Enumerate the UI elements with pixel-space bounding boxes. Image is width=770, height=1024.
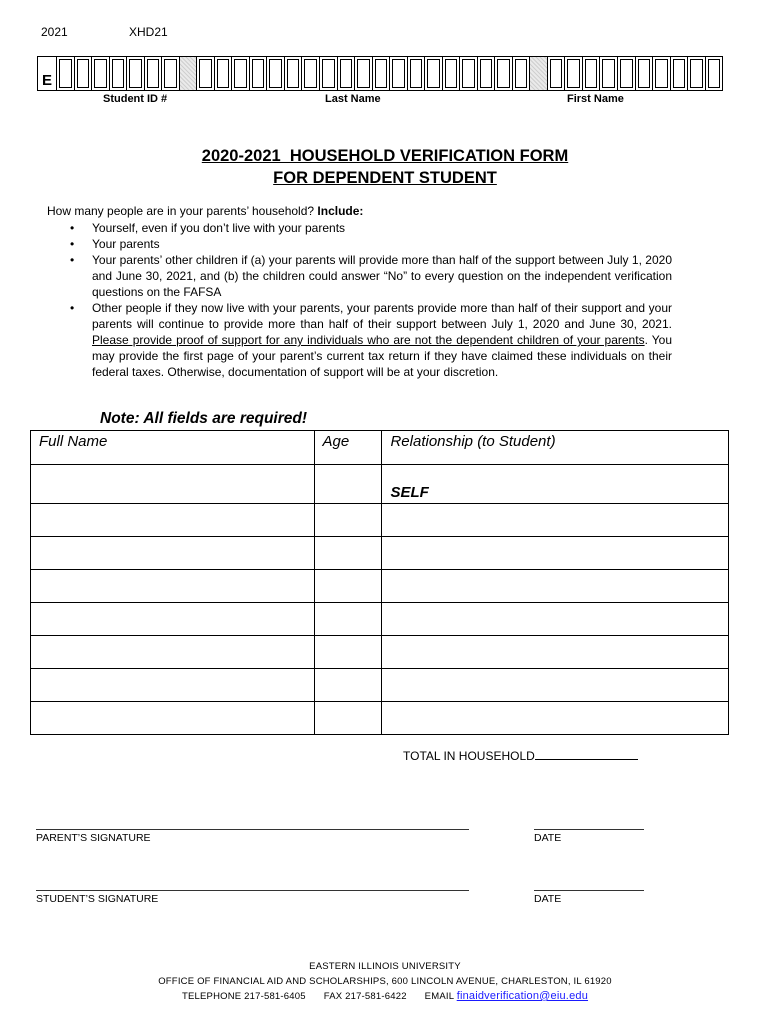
full-name-cell[interactable] bbox=[31, 537, 315, 570]
last-name-box[interactable] bbox=[373, 57, 391, 90]
full-name-cell[interactable] bbox=[31, 465, 315, 504]
last-name-box[interactable] bbox=[460, 57, 478, 90]
last-name-box[interactable] bbox=[355, 57, 373, 90]
relationship-cell: SELF bbox=[382, 465, 729, 504]
list-item-text: . You may provide the first page of your parent’s current tax return if they have claimed these individuals on their federal taxes. Otherwise, documentation of support will be at your discretion. bbox=[92, 333, 673, 379]
student-id-box[interactable] bbox=[75, 57, 93, 90]
question-text: How many people are in your parents’ household? bbox=[47, 204, 315, 218]
full-name-cell[interactable] bbox=[31, 504, 315, 537]
table-row bbox=[31, 537, 729, 570]
form-title bbox=[0, 145, 770, 189]
age-cell[interactable] bbox=[314, 702, 382, 735]
student-signature-label: STUDENT’S SIGNATURE bbox=[36, 893, 159, 905]
first-name-box[interactable] bbox=[636, 57, 654, 90]
student-signature-line[interactable] bbox=[36, 890, 469, 891]
last-name-box[interactable] bbox=[338, 57, 356, 90]
fax: FAX 217-581-6422 bbox=[323, 991, 407, 1002]
parent-signature-label: PARENT’S SIGNATURE bbox=[36, 832, 151, 844]
last-name-box[interactable] bbox=[408, 57, 426, 90]
id-prefix: E bbox=[38, 57, 57, 90]
last-name-box[interactable] bbox=[215, 57, 233, 90]
student-id-box[interactable] bbox=[145, 57, 163, 90]
include-label: Include: bbox=[317, 204, 364, 218]
student-id-box[interactable] bbox=[57, 57, 75, 90]
age-header: Age bbox=[314, 431, 382, 465]
first-name-box[interactable] bbox=[583, 57, 601, 90]
household-question bbox=[47, 203, 672, 219]
parent-signature-line[interactable] bbox=[36, 829, 469, 830]
last-name-box[interactable] bbox=[197, 57, 215, 90]
total-input-line[interactable] bbox=[535, 749, 638, 760]
include-list bbox=[47, 220, 672, 380]
age-cell[interactable] bbox=[314, 504, 382, 537]
form-title-line2: FOR DEPENDENT STUDENT bbox=[273, 169, 497, 187]
relationship-cell[interactable] bbox=[382, 504, 729, 537]
proof-of-support-notice: Please provide proof of support for any individuals who are not the dependent children of your parents bbox=[92, 333, 645, 347]
form-header-codes bbox=[41, 25, 168, 39]
full-name-cell[interactable] bbox=[31, 669, 315, 702]
list-item bbox=[47, 236, 672, 252]
total-label: TOTAL IN HOUSEHOLD bbox=[403, 749, 535, 763]
table-row bbox=[31, 669, 729, 702]
grid-separator-cell bbox=[180, 57, 198, 90]
list-item bbox=[47, 252, 672, 300]
full-name-cell[interactable] bbox=[31, 570, 315, 603]
relationship-cell[interactable] bbox=[382, 669, 729, 702]
form-title-line1: 2020-2021 HOUSEHOLD VERIFICATION FORM bbox=[201, 147, 569, 165]
table-header-row bbox=[31, 431, 729, 465]
first-name-box[interactable] bbox=[653, 57, 671, 90]
last-name-box[interactable] bbox=[425, 57, 443, 90]
bullet-icon: • bbox=[70, 221, 75, 235]
table-row bbox=[31, 570, 729, 603]
full-name-header: Full Name bbox=[31, 431, 315, 465]
first-name-box[interactable] bbox=[706, 57, 723, 90]
first-name-box[interactable] bbox=[565, 57, 583, 90]
student-id-name-grid bbox=[37, 56, 723, 91]
age-cell[interactable] bbox=[314, 636, 382, 669]
age-cell[interactable] bbox=[314, 537, 382, 570]
bullet-icon: • bbox=[70, 301, 75, 315]
email-label: EMAIL bbox=[424, 991, 454, 1002]
age-cell[interactable] bbox=[314, 603, 382, 636]
relationship-header: Relationship (to Student) bbox=[382, 431, 729, 465]
first-name-label: First Name bbox=[567, 93, 624, 105]
relationship-cell[interactable] bbox=[382, 570, 729, 603]
bullet-icon: • bbox=[70, 237, 75, 251]
table-row bbox=[31, 603, 729, 636]
student-date-line[interactable] bbox=[534, 890, 644, 891]
student-id-box[interactable] bbox=[110, 57, 128, 90]
last-name-box[interactable] bbox=[250, 57, 268, 90]
full-name-cell[interactable] bbox=[31, 603, 315, 636]
list-item bbox=[47, 220, 672, 236]
footer bbox=[0, 959, 770, 1004]
total-in-household bbox=[403, 749, 638, 763]
first-name-box[interactable] bbox=[671, 57, 689, 90]
student-id-label: Student ID # bbox=[103, 93, 168, 105]
parent-date-line[interactable] bbox=[534, 829, 644, 830]
table-row bbox=[31, 636, 729, 669]
household-members-table bbox=[30, 430, 729, 735]
first-name-box[interactable] bbox=[688, 57, 706, 90]
parent-date-label: DATE bbox=[534, 832, 562, 844]
household-instructions bbox=[47, 203, 672, 380]
last-name-box[interactable] bbox=[267, 57, 285, 90]
office-address: OFFICE OF FINANCIAL AID AND SCHOLARSHIPS, 600 LINCOLN AVENUE, CHARLESTON, IL 61920 bbox=[158, 976, 612, 987]
table-row bbox=[31, 465, 729, 504]
last-name-box[interactable] bbox=[513, 57, 531, 90]
age-cell[interactable] bbox=[314, 465, 382, 504]
last-name-box[interactable] bbox=[443, 57, 461, 90]
form-year: 2021 bbox=[41, 25, 68, 39]
list-item-text: Other people if they now live with your parents, your parents provide more than half of their support and your parents will continue to provide more than half of their support between July 1, 2020 and June 30, 2021. bbox=[92, 301, 672, 331]
email-link[interactable]: finaidverification@eiu.edu bbox=[456, 990, 589, 1002]
age-cell[interactable] bbox=[314, 669, 382, 702]
full-name-cell[interactable] bbox=[31, 702, 315, 735]
first-name-box[interactable] bbox=[548, 57, 566, 90]
first-name-box[interactable] bbox=[600, 57, 618, 90]
last-name-box[interactable] bbox=[390, 57, 408, 90]
last-name-box[interactable] bbox=[478, 57, 496, 90]
relationship-cell[interactable] bbox=[382, 537, 729, 570]
table-row bbox=[31, 702, 729, 735]
full-name-cell[interactable] bbox=[31, 636, 315, 669]
student-id-box[interactable] bbox=[162, 57, 180, 90]
last-name-box[interactable] bbox=[285, 57, 303, 90]
id-grid-labels bbox=[0, 93, 770, 107]
list-item-text: Yourself, even if you don’t live with your parents bbox=[92, 221, 346, 235]
relationship-cell[interactable] bbox=[382, 702, 729, 735]
relationship-cell[interactable] bbox=[382, 636, 729, 669]
list-item-text: Your parents bbox=[92, 237, 160, 251]
grid-separator-cell bbox=[530, 57, 548, 90]
telephone: TELEPHONE 217-581-6405 bbox=[181, 991, 306, 1002]
university-name: EASTERN ILLINOIS UNIVERSITY bbox=[309, 961, 461, 972]
age-cell[interactable] bbox=[314, 570, 382, 603]
form-code: XHD21 bbox=[129, 25, 168, 39]
student-date-label: DATE bbox=[534, 893, 562, 905]
last-name-box[interactable] bbox=[495, 57, 513, 90]
list-item-text: Your parents’ other children if (a) your parents will provide more than half of the support between July 1, 2020 and June 30, 2021, and (b) the children could answer “No” to every question on the independent verification questions on the FAFSA bbox=[92, 253, 672, 299]
last-name-label: Last Name bbox=[325, 93, 381, 105]
bullet-icon: • bbox=[70, 253, 75, 267]
student-id-box[interactable] bbox=[127, 57, 145, 90]
required-fields-note: Note: All fields are required! bbox=[100, 410, 307, 427]
contact-line bbox=[0, 989, 770, 1004]
last-name-box[interactable] bbox=[232, 57, 250, 90]
last-name-box[interactable] bbox=[320, 57, 338, 90]
table-row bbox=[31, 504, 729, 537]
first-name-box[interactable] bbox=[618, 57, 636, 90]
list-item bbox=[47, 300, 672, 380]
last-name-box[interactable] bbox=[302, 57, 320, 90]
relationship-cell[interactable] bbox=[382, 603, 729, 636]
student-id-box[interactable] bbox=[92, 57, 110, 90]
